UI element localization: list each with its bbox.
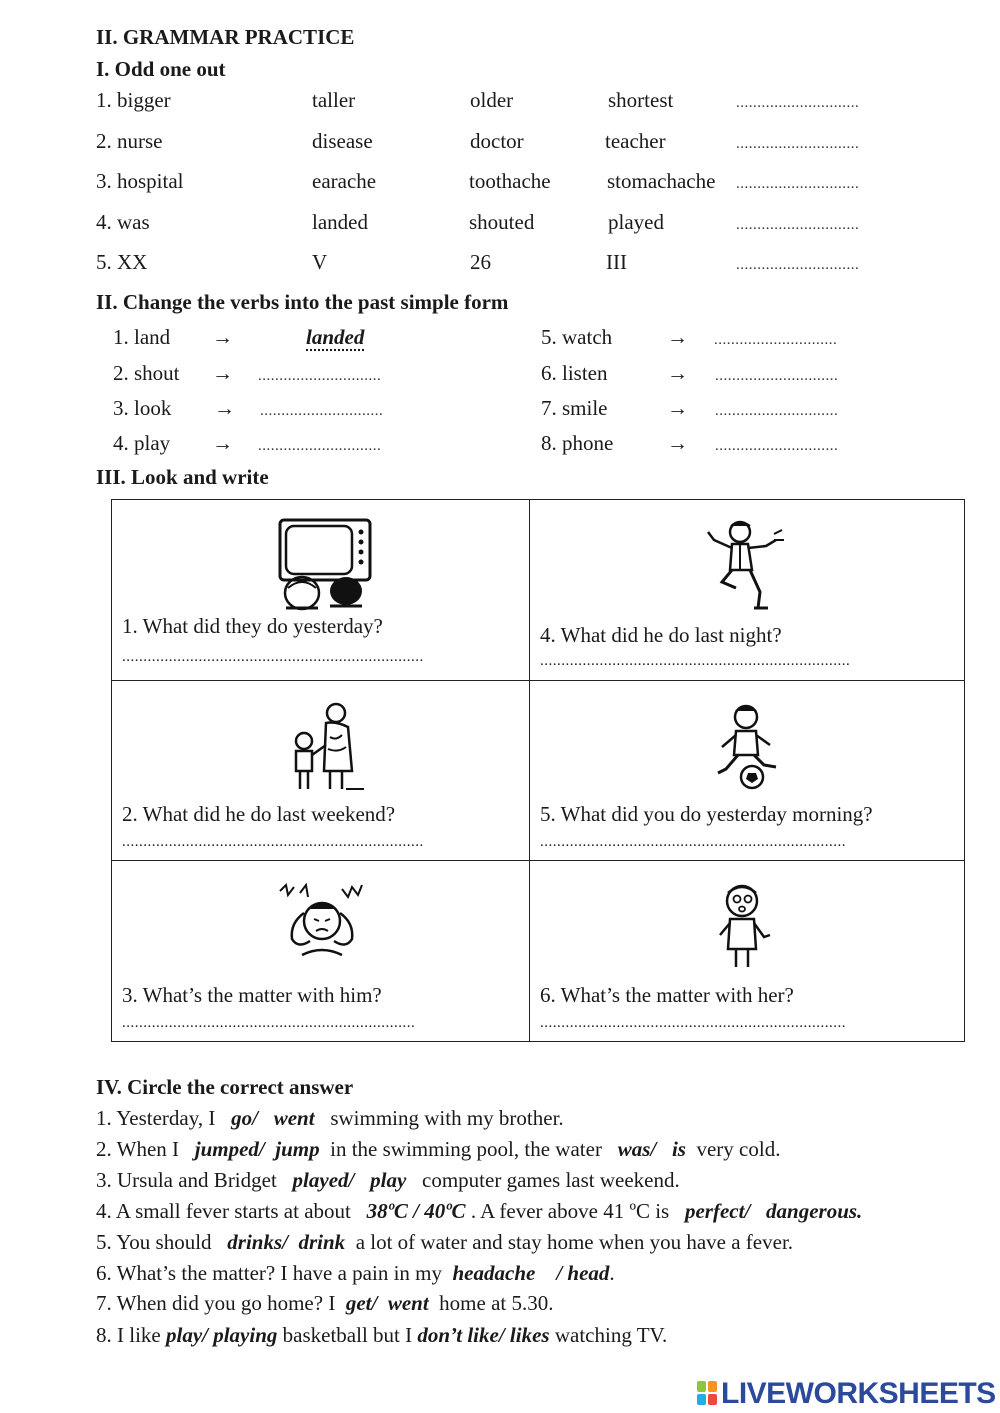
verb-label: 1. land [113, 325, 171, 349]
dancing-boy-icon [702, 518, 794, 612]
answer-line[interactable]: ......................................................................... [540, 653, 851, 669]
odd-item: 2. nurse [96, 129, 163, 153]
odd-item: taller [312, 88, 356, 112]
arrow-icon: → [212, 431, 233, 455]
sentence-2: 2. When I jumped/ jump in the swimming pool, the water was/ is very cold. [96, 1137, 781, 1161]
sentence-8: 8. I like play/ playing basketball but I don’t like/ likes watching TV. [96, 1323, 668, 1347]
sentence-3: 3. Ursula and Bridget played/ play computer games last weekend. [96, 1168, 680, 1192]
arrow-icon: → [214, 396, 235, 420]
odd-item: V [312, 250, 328, 274]
look-and-write-table [111, 499, 965, 1042]
arrow-icon: → [667, 325, 688, 349]
odd-item: teacher [605, 129, 666, 153]
answer-line[interactable]: ........................................................................ [540, 834, 846, 850]
section-look-write-title: III. Look and write [96, 465, 269, 489]
verb-label: 5. watch [541, 325, 613, 349]
verb-label: 7. smile [541, 396, 608, 420]
odd-item: landed [312, 210, 368, 234]
answer-blank[interactable]: ............................. [260, 403, 384, 419]
answer-blank[interactable]: ............................. [715, 438, 839, 454]
option-choice[interactable]: go/ [231, 1106, 258, 1130]
sick-girl-icon [710, 879, 780, 971]
option-choice[interactable]: headache [452, 1261, 536, 1285]
odd-item: 3. hospital [96, 169, 184, 193]
answer-blank[interactable]: ............................. [736, 95, 860, 111]
option-choice[interactable]: dangerous. [766, 1199, 863, 1223]
option-choice[interactable]: / head [556, 1261, 610, 1285]
table-cell [530, 500, 965, 681]
arrow-icon: → [667, 431, 688, 455]
verb-label: 4. play [113, 431, 171, 455]
question-text: 1. What did they do yesterday? [122, 614, 383, 638]
answer-line[interactable]: ..................................................................... [122, 1015, 416, 1031]
odd-item: shouted [469, 210, 535, 234]
odd-item: 4. was [96, 210, 150, 234]
table-cell [530, 681, 965, 861]
table-cell [112, 681, 530, 861]
example-answer: landed [306, 325, 365, 349]
playing-football-icon [710, 703, 790, 793]
odd-item: 26 [470, 250, 491, 274]
sentence-1: 1. Yesterday, I go/ went swimming with my brother. [96, 1106, 564, 1130]
question-text: 4. What did he do last night? [540, 623, 782, 647]
arrow-icon: → [212, 325, 233, 349]
odd-item: III [606, 250, 627, 274]
logo-mark-icon [697, 1381, 719, 1407]
sentence-7: 7. When did you go home? I get/ went home at 5.30. [96, 1291, 554, 1315]
liveworksheets-logo[interactable] [697, 1377, 996, 1411]
watching-tv-icon [272, 518, 382, 612]
answer-blank[interactable]: ............................. [736, 136, 860, 152]
answer-blank[interactable]: ............................. [258, 368, 382, 384]
odd-item: 5. XX [96, 250, 148, 274]
answer-blank[interactable]: ............................. [715, 403, 839, 419]
option-choice[interactable]: drink [298, 1230, 346, 1254]
sentence-4: 4. A small fever starts at about 38ºC / 40ºC . A fever above 41 ºC is perfect/ dangerous. [96, 1199, 863, 1223]
option-choice[interactable]: play/ playing [165, 1323, 278, 1347]
answer-blank[interactable]: ............................. [736, 176, 860, 192]
option-choice[interactable]: jump [275, 1137, 320, 1161]
section-past-simple-title: II. Change the verbs into the past simple form [96, 290, 509, 314]
odd-item: stomachache [607, 169, 716, 193]
answer-blank[interactable]: ............................. [736, 257, 860, 273]
answer-line[interactable]: ........................................................................ [540, 1015, 846, 1031]
option-choice[interactable]: 38ºC / 40ºC [366, 1199, 466, 1223]
odd-item: played [608, 210, 664, 234]
page-title: II. GRAMMAR PRACTICE [96, 25, 355, 49]
verb-label: 6. listen [541, 361, 608, 385]
answer-line[interactable]: ....................................................................... [122, 649, 424, 665]
helping-mother-icon [280, 701, 370, 793]
question-text: 6. What’s the matter with her? [540, 983, 794, 1007]
section-circle-answer-title: IV. Circle the correct answer [96, 1075, 354, 1099]
arrow-icon: → [212, 361, 233, 385]
odd-item: doctor [470, 129, 524, 153]
table-cell [530, 861, 965, 1041]
odd-item: earache [312, 169, 377, 193]
logo-text: LIVEWORKSHEETS [721, 1377, 996, 1410]
option-choice[interactable]: was/ [617, 1137, 657, 1161]
option-choice[interactable]: went [387, 1291, 429, 1315]
odd-item: shortest [608, 88, 674, 112]
option-choice[interactable]: play [370, 1168, 407, 1192]
answer-blank[interactable]: ............................. [715, 368, 839, 384]
answer-blank[interactable]: ............................. [258, 438, 382, 454]
verb-label: 8. phone [541, 431, 614, 455]
option-choice[interactable]: went [273, 1106, 315, 1130]
arrow-icon: → [667, 361, 688, 385]
option-choice[interactable]: get/ [345, 1291, 378, 1315]
verb-label: 2. shout [113, 361, 180, 385]
option-choice[interactable]: drinks/ [227, 1230, 288, 1254]
odd-item: older [470, 88, 514, 112]
option-choice[interactable]: perfect/ [684, 1199, 751, 1223]
sentence-5: 5. You should drinks/ drink a lot of water and stay home when you have a fever. [96, 1230, 794, 1254]
question-text: 2. What did he do last weekend? [122, 802, 396, 826]
arrow-icon: → [667, 396, 688, 420]
table-cell [112, 861, 530, 1041]
answer-line[interactable]: ....................................................................... [122, 834, 424, 850]
table-cell [112, 500, 530, 681]
option-choice[interactable]: don’t like/ likes [417, 1323, 550, 1347]
section-odd-one-out-title: I. Odd one out [96, 57, 226, 81]
answer-blank[interactable]: ............................. [736, 217, 860, 233]
answer-blank[interactable]: ............................. [714, 332, 838, 348]
option-choice[interactable]: is [671, 1137, 686, 1161]
headache-boy-icon [272, 883, 372, 959]
verb-label: 3. look [113, 396, 172, 420]
option-choice[interactable]: jumped/ [194, 1137, 265, 1161]
question-text: 3. What’s the matter with him? [122, 983, 382, 1007]
odd-item: 1. bigger [96, 88, 171, 112]
option-choice[interactable]: played/ [292, 1168, 355, 1192]
sentence-6: 6. What’s the matter? I have a pain in my headache / head. [96, 1261, 615, 1285]
odd-item: toothache [469, 169, 551, 193]
question-text: 5. What did you do yesterday morning? [540, 802, 873, 826]
odd-item: disease [312, 129, 373, 153]
